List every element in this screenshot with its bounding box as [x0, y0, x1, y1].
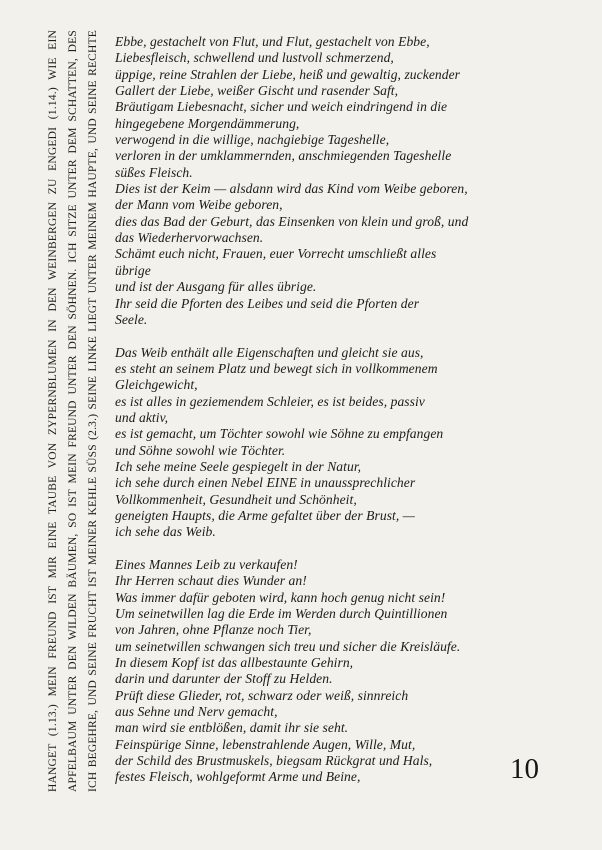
stanza — [115, 345, 597, 541]
poem-line: In diesem Kopf ist das allbestaunte Gehirn, — [115, 655, 354, 671]
margin-quote-line: ICH BEGEHRE, UND SEINE FRUCHT IST MEINER KEHLE SÜSS (2.3.) SEINE LINKE LIEGT UNTER MEINEM HAUPTE, UND SEINE RECHTE — [87, 30, 99, 792]
poem-line: Bräutigam Liebesnacht, sicher und weich eindringend in die — [115, 99, 448, 115]
poem-line: geneigten Haupts, die Arme gefaltet über der Brust, — — [115, 507, 415, 523]
poem-line: darin und darunter der Stoff zu Helden. — [115, 671, 333, 687]
poem-line: Gallert der Liebe, weißer Gischt und rasender Saft, — [115, 83, 399, 99]
stanza — [115, 557, 597, 786]
poem-line: Prüft diese Glieder, rot, schwarz oder weiß, sinnreich — [115, 687, 409, 703]
poem-line: Das Weib enthält alle Eigenschaften und gleicht sie aus, — [115, 344, 424, 360]
poem-line: Um seinetwillen lag die Erde im Werden durch Quintillionen — [115, 606, 448, 622]
poem-line: und aktiv, — [115, 409, 169, 425]
poem-line: Was immer dafür geboten wird, kann hoch genug nicht sein! — [115, 589, 446, 605]
poem-line: Ich sehe meine Seele gespiegelt in der Natur, — [115, 458, 362, 474]
poem-line: Ihr seid die Pforten des Leibes und seid die Pforten der — [115, 295, 420, 311]
poem-line: und Söhne sowohl wie Töchter. — [115, 442, 286, 458]
poem-line: ich sehe das Weib. — [115, 524, 216, 540]
poem-line: es steht an seinem Platz und bewegt sich in vollkommenem — [115, 360, 438, 376]
poem-line: üppige, reine Strahlen der Liebe, heiß und gewaltig, zuckender — [115, 66, 461, 82]
page-number: 10 — [510, 753, 539, 785]
poem-line: Dies ist der Keim — alsdann wird das Kind vom Weibe geboren, — [115, 181, 468, 197]
margin-quote-line: APFELBAUM UNTER DEN WILDEN BÄUMEN, SO IST MEIN FREUND UNTER DEN SÖHNEN. ICH SITZE UNTER DEM SCHATTEN, DES — [67, 30, 79, 792]
poem-line: Vollkommenheit, Gesundheit und Schönheit, — [115, 491, 357, 507]
poem-line: man wird sie entblößen, damit ihr sie seht. — [115, 720, 349, 736]
poem-line: verwogend in die willige, nachgiebige Tageshelle, — [115, 132, 390, 148]
poem-line: ich sehe durch einen Nebel EINE in unaussprechlicher — [115, 475, 416, 491]
margin-quote-line: HANGET (1.13.) MEIN FREUND IST MIR EINE TAUBE VON ZYPERNBLUMEN IN DEN WEINBERGEN ZU ENGEDI (1.14.) WIE EIN — [47, 30, 59, 792]
poem-line: Feinspürige Sinne, lebenstrahlende Augen, Wille, Mut, — [115, 736, 416, 752]
poem-line: der Mann vom Weibe geboren, — [115, 197, 283, 213]
poem-line: es ist gemacht, um Töchter sowohl wie Söhne zu empfangen — [115, 426, 444, 442]
poem-line: festes Fleisch, wohlgeformt Arme und Beine, — [115, 769, 361, 785]
poem-line: Liebesfleisch, schwellend und lustvoll schmerzend, — [115, 50, 394, 66]
poem-line: dies das Bad der Geburt, das Einsenken von klein und groß, und — [115, 213, 469, 229]
poem-line: süßes Fleisch. — [115, 164, 193, 180]
poem-line: von Jahren, ohne Pflanze noch Tier, — [115, 622, 312, 638]
poem-line: Eines Mannes Leib zu verkaufen! — [115, 557, 298, 572]
poem-line: Schämt euch nicht, Frauen, euer Vorrecht umschließt alles — [115, 246, 437, 262]
poem-body — [115, 34, 597, 786]
poem-line: es ist alles in geziemendem Schleier, es ist beides, passiv — [115, 393, 425, 409]
poem-line: Gleichgewicht, — [115, 377, 198, 393]
poem-line: hingegebene Morgendämmerung, — [115, 115, 300, 131]
poem-line: Ebbe, gestachelt von Flut, und Flut, gestachelt von Ebbe, — [115, 34, 430, 49]
poem-line: übrige — [115, 262, 151, 278]
stanza — [115, 34, 597, 328]
margin-quote — [43, 30, 103, 792]
poem-line: das Wiederhervorwachsen. — [115, 230, 264, 246]
poem-line: aus Sehne und Nerv gemacht, — [115, 704, 278, 720]
poem-line: verloren in der umklammernden, anschmiegenden Tageshelle — [115, 148, 452, 164]
poem-line: Ihr Herren schaut dies Wunder an! — [115, 573, 307, 589]
poem-line: und ist der Ausgang für alles übrige. — [115, 279, 317, 295]
poem-line: der Schild des Brustmuskels, biegsam Rückgrat und Hals, — [115, 753, 433, 769]
poem-line: Seele. — [115, 311, 148, 327]
poem-line: um seinetwillen schwangen sich treu und sicher die Kreisläufe. — [115, 638, 461, 654]
